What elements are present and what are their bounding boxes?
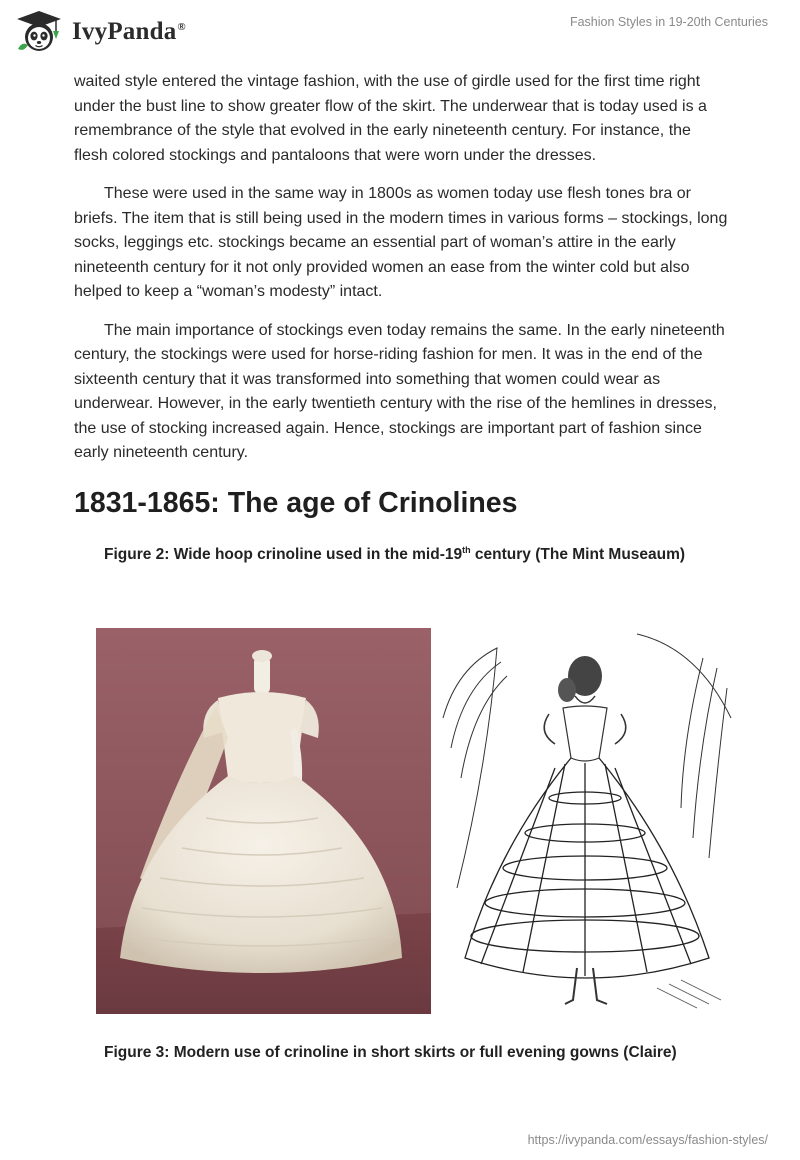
figure-images (96, 628, 736, 1014)
paragraph: waited style entered the vintage fashion, with the use of girdle used for the first time right under the bust line to show greater flow of the skirt. The underwear that is today used is a remembrance of the style that evolved in the early nineteenth century. For instance, the flesh colored stockings and pantaloons that were worn under the dresses. (74, 73, 707, 164)
document-title: Fashion Styles in 19-20th Centuries (569, 15, 768, 29)
paragraph: These were used in the same way in 1800s as women today use flesh tones bra or briefs. The item that is still being used in the modern times in various forms – stockings, long socks, leggings etc. stockings became an essential part of woman’s attire in the early nineteenth century for it not only provided women an ease from the winter cold but also helped to keep a “woman’s modesty” intact. (74, 185, 728, 300)
registered-mark: ® (177, 20, 186, 33)
section-heading: 1831-1865: The age of Crinolines (74, 486, 518, 519)
source-url[interactable]: https://ivypanda.com/essays/fashion-styles/ (527, 1133, 768, 1147)
figure-3-caption: Figure 3: Modern use of crinoline in short skirts or full evening gowns (Claire) (104, 1044, 677, 1061)
brand-name: IvyPanda® (72, 18, 186, 45)
essay-body (74, 70, 728, 567)
page-header (0, 0, 800, 64)
paragraph: The main importance of stockings even today remains the same. In the early nineteenth century, the stockings were used for horse-riding fashion for men. It was in the end of the sixteenth century that it was transformed into something that women could wear as underwear. However, in the early twentieth century with the rise of the hemlines in dresses, the use of stocking increased again. Hence, stockings are important part of fashion since early nineteenth century. (74, 321, 725, 461)
panda-graduate-icon (14, 9, 64, 55)
figure-2-caption: Figure 2: Wide hoop crinoline used in the mid-19th century (The Mint Museaum) (104, 544, 686, 563)
ivypanda-logo[interactable] (14, 9, 186, 55)
crinoline-dress-photo (96, 628, 431, 1014)
crinoline-engraving (437, 628, 736, 1014)
